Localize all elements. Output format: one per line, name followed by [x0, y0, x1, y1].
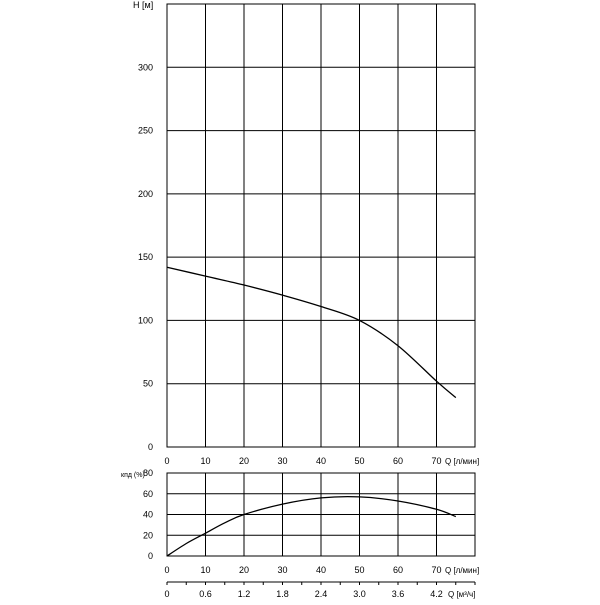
chart-1-ytick-label: 40 [142, 509, 153, 520]
secondary-xtick-label: 3.0 [353, 589, 366, 599]
chart-1-xlabel: Q [л/мин] [445, 566, 480, 575]
chart-0-series-0-line [167, 267, 456, 397]
secondary-xtick-label: 2.4 [314, 589, 328, 599]
chart-0-xlabel: Q [л/мин] [445, 457, 480, 466]
chart-1-ylabel: кпд (%) [121, 472, 145, 479]
chart-1-xtick-label: 40 [315, 565, 327, 575]
chart-0-ytick-label: 300 [137, 62, 153, 73]
chart-0-xtick-label: 30 [277, 456, 288, 466]
chart-0-xtick-label: 0 [164, 456, 170, 466]
chart-1-ytick-label: 80 [142, 468, 153, 478]
chart-1-xtick-label: 10 [200, 565, 211, 575]
secondary-xtick-label: 1.8 [276, 589, 289, 599]
chart-1-xtick-label: 30 [277, 565, 288, 575]
chart-0-xtick-label: 60 [392, 456, 404, 466]
chart-0-ytick-label: 0 [147, 442, 153, 452]
chart-0-xtick-label: 20 [238, 456, 250, 466]
secondary-xtick-label: 1.2 [237, 589, 251, 599]
secondary-xtick-label: 0.6 [199, 589, 212, 599]
chart-0-xtick-label: 40 [315, 456, 327, 466]
chart-0-ylabel: H [м] [133, 0, 154, 10]
chart-1-xtick-label: 0 [164, 565, 170, 575]
secondary-xtick-label: 3.6 [391, 589, 405, 599]
chart-1-ytick-label: 0 [147, 551, 153, 561]
chart-0-xtick-label: 50 [354, 456, 365, 466]
chart-1-xtick-label: 20 [238, 565, 250, 575]
chart-0-ytick-label: 200 [137, 188, 153, 199]
chart-1-ytick-label: 60 [142, 488, 153, 499]
chart-1-series-0-line [167, 497, 456, 556]
chart-1-xtick-label: 70 [431, 565, 442, 575]
secondary-xtick-label: 4.2 [430, 589, 443, 599]
chart-0-ytick-label: 100 [137, 315, 153, 326]
chart-1-xtick-label: 60 [392, 565, 404, 575]
chart-0-xtick-label: 70 [431, 456, 442, 466]
chart-0-ytick-label: 150 [137, 252, 153, 263]
chart-0-ytick-label: 250 [137, 125, 153, 136]
secondary-xtick-label: 0 [164, 589, 170, 599]
chart-1-xtick-label: 50 [354, 565, 365, 575]
chart-1-ytick-label: 20 [142, 530, 153, 541]
chart-0-ytick-label: 50 [142, 378, 153, 389]
chart-0-xtick-label: 10 [200, 456, 211, 466]
secondary-xlabel: Q [м³/ч] [448, 590, 476, 599]
